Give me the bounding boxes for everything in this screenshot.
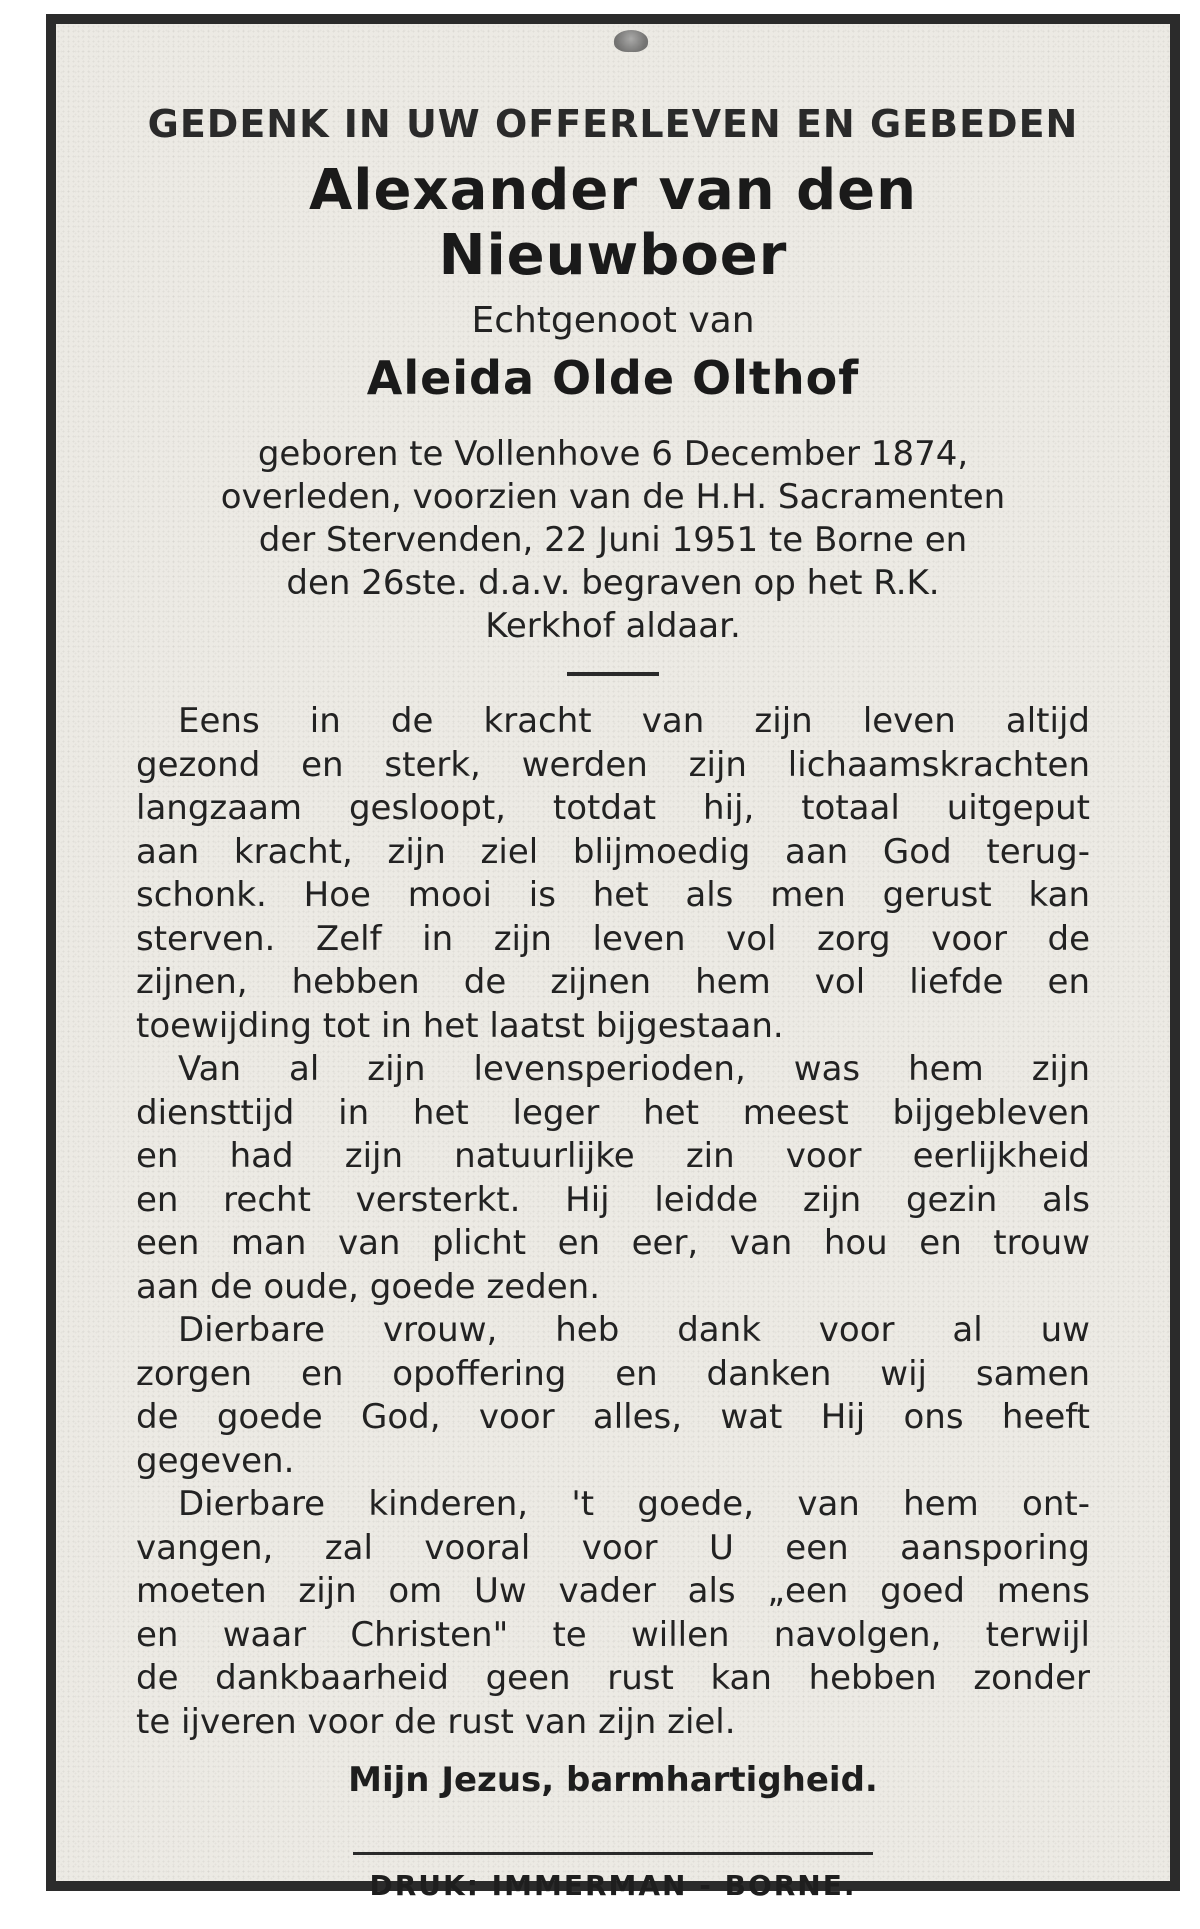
text-line: Van al zijn levensperioden, was hem zijn [178, 1049, 1090, 1089]
text-line: sterven. Zelf in zijn leven vol zorg voor de [136, 918, 1090, 959]
text-line: Eens in de kracht van zijn leven altijd [178, 701, 1090, 741]
detail-line: der Stervenden, 22 Juni 1951 te Borne en [258, 520, 968, 560]
detail-line: geboren te Vollenhove 6 December 1874, [257, 434, 969, 474]
text-line: gegeven. [136, 1440, 295, 1481]
text-line: zorgen en opoffering en danken wij samen [136, 1353, 1090, 1394]
text-line: een man van plicht en eer, van hou en trouw [136, 1223, 1090, 1263]
card-content [136, 24, 1090, 1902]
text-line: en waar Christen" te willen navolgen, terwijl [136, 1614, 1090, 1655]
text-line: Dierbare kinderen, 't goede, van hem ont- [178, 1484, 1090, 1524]
text-line: de goede God, voor alles, wat Hij ons heeft [136, 1397, 1090, 1437]
text-line: de dankbaarheid geen rust kan hebben zonder [136, 1658, 1090, 1698]
text-line: diensttijd in het leger het meest bijgebleven [136, 1092, 1090, 1133]
text-line: toewijding tot in het laatst bijgestaan. [136, 1005, 784, 1046]
text-line: zijnen, hebben de zijnen hem vol liefde en [136, 962, 1090, 1002]
memorial-card [46, 14, 1180, 1902]
text-line: en recht versterkt. Hij leidde zijn gezin als [136, 1179, 1090, 1220]
text-line: te ijveren voor de rust van zijn ziel. [136, 1701, 736, 1742]
text-line: langzaam gesloopt, totdat hij, totaal uitgeput [136, 788, 1090, 828]
text-line: aan kracht, zijn ziel blijmoedig aan God terug- [136, 831, 1090, 872]
birth-death-details [136, 433, 1090, 648]
memorial-text [136, 700, 1090, 1744]
text-line: Dierbare vrouw, heb dank voor al uw [178, 1310, 1090, 1350]
detail-line: den 26ste. d.a.v. begraven op het R.K. [286, 563, 940, 603]
deceased-name: Alexander van den Nieuwboer [308, 158, 918, 288]
detail-line: Kerkhof aldaar. [485, 606, 741, 646]
text-line: vangen, zal vooral voor U een aansporing [136, 1527, 1090, 1568]
text-line: en had zijn natuurlijke zin voor eerlijkheid [136, 1136, 1090, 1176]
spouse-name: Aleida Olde Olthof [366, 351, 860, 405]
text-line: moeten zijn om Uw vader als „een goed mens [136, 1571, 1090, 1611]
spouse-label: Echtgenoot van [471, 300, 755, 341]
divider-short [567, 672, 659, 676]
closing-prayer: Mijn Jezus, barmhartigheid. [348, 1760, 878, 1800]
detail-line: overleden, voorzien van de H.H. Sacramenten [220, 477, 1006, 517]
divider-long [353, 1852, 873, 1855]
text-line: aan de oude, goede zeden. [136, 1266, 601, 1307]
card-heading: GEDENK IN UW OFFERLEVEN EN GEBEDEN [147, 102, 1079, 146]
text-line: schonk. Hoe mooi is het als men gerust kan [136, 875, 1090, 915]
printer-credit: DRUK: IMMERMAN - BORNE. [369, 1869, 857, 1902]
text-line: gezond en sterk, werden zijn lichaamskrachten [136, 744, 1090, 785]
